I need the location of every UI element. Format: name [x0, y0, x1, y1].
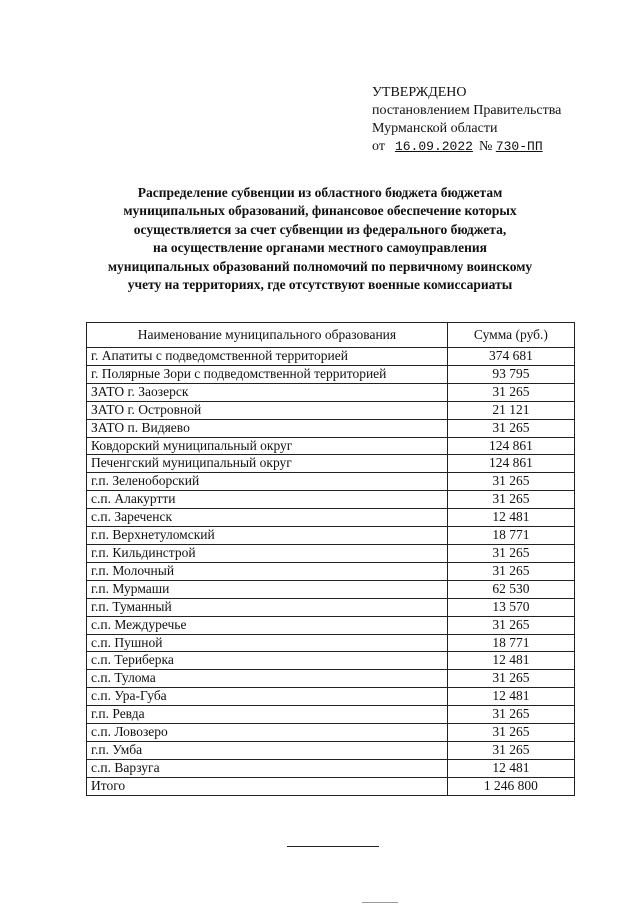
municipality-name: с.п. Алакуртти — [87, 491, 448, 509]
municipality-name: г.п. Кильдинстрой — [87, 544, 448, 562]
table-row — [87, 759, 575, 777]
subvention-sum: 124 861 — [447, 437, 574, 455]
title-line: на осуществление органами местного самоуправления — [153, 240, 487, 256]
decree-number: 730-ПП — [495, 139, 543, 154]
table-row — [87, 383, 575, 401]
table-row — [87, 724, 575, 742]
table-row — [87, 544, 575, 562]
subvention-sum: 31 265 — [447, 562, 574, 580]
municipality-name: г.п. Туманный — [87, 598, 448, 616]
municipality-name: г.п. Мурмаши — [87, 580, 448, 598]
table-header-row — [87, 323, 575, 348]
municipality-name: ЗАТО п. Видяево — [87, 419, 448, 437]
table-row — [87, 688, 575, 706]
subvention-sum: 12 481 — [447, 688, 574, 706]
number-prefix: № — [478, 139, 493, 154]
table-row — [87, 777, 575, 795]
table-row — [87, 437, 575, 455]
subvention-sum: 124 861 — [447, 455, 574, 473]
municipality-name: с.п. Пушной — [87, 634, 448, 652]
subvention-sum: 31 265 — [447, 670, 574, 688]
municipality-name: с.п. Ловозеро — [87, 724, 448, 742]
table-row — [87, 652, 575, 670]
approval-line-1: постановлением Правительства — [372, 103, 562, 118]
subvention-sum: 31 265 — [447, 419, 574, 437]
subvention-sum: 31 265 — [447, 741, 574, 759]
municipality-name: ЗАТО г. Островной — [87, 401, 448, 419]
title-line: осуществляется за счет субвенции из федерального бюджета, — [133, 221, 507, 237]
table-row — [87, 365, 575, 383]
subvention-sum: 374 681 — [447, 348, 574, 366]
table-row — [87, 348, 575, 366]
municipality-name: с.п. Варзуга — [87, 759, 448, 777]
table-row — [87, 491, 575, 509]
subvention-sum: 12 481 — [447, 759, 574, 777]
subvention-sum: 93 795 — [447, 365, 574, 383]
document-title — [60, 184, 580, 294]
closing-rule — [287, 846, 379, 847]
municipality-name: с.п. Тулома — [87, 670, 448, 688]
subvention-sum: 21 121 — [447, 401, 574, 419]
table-row — [87, 598, 575, 616]
table-row — [87, 562, 575, 580]
title-line: Распределение субвенции из областного бюджета бюджетам — [137, 185, 503, 200]
municipality-name: с.п. Териберка — [87, 652, 448, 670]
decree-date: 16.09.2022 — [394, 139, 473, 154]
header-name: Наименование муниципального образования — [87, 323, 448, 348]
municipality-name: Печенгский муниципальный округ — [87, 455, 448, 473]
municipality-name: г.п. Верхнетуломский — [87, 527, 448, 545]
subvention-sum: 18 771 — [447, 527, 574, 545]
subvention-sum: 31 265 — [447, 473, 574, 491]
table-row — [87, 509, 575, 527]
subvention-sum: 13 570 — [447, 598, 574, 616]
table-row — [87, 473, 575, 491]
subvention-sum: 31 265 — [447, 544, 574, 562]
municipality-name: Ковдорский муниципальный округ — [87, 437, 448, 455]
date-prefix: от — [372, 139, 385, 154]
subvention-sum: 31 265 — [447, 616, 574, 634]
municipality-name: ЗАТО г. Заозерск — [87, 383, 448, 401]
table-row — [87, 741, 575, 759]
header-sum: Сумма (руб.) — [447, 323, 574, 348]
municipality-name: г.п. Умба — [87, 741, 448, 759]
municipality-name: г.п. Ревда — [87, 706, 448, 724]
municipality-name: с.п. Междуречье — [87, 616, 448, 634]
table-row — [87, 634, 575, 652]
approval-heading: УТВЕРЖДЕНО — [372, 85, 467, 100]
subvention-sum: 31 265 — [447, 724, 574, 742]
title-line: муниципальных образований, финансовое обеспечение которых — [123, 203, 517, 219]
municipality-name: г. Апатиты с подведомственной территорией — [87, 348, 448, 366]
subvention-sum: 12 481 — [447, 509, 574, 527]
subvention-sum: 1 246 800 — [447, 777, 574, 795]
approval-date-line — [372, 138, 622, 156]
table-row — [87, 616, 575, 634]
title-line: муниципальных образований полномочий по первичному воинскому — [107, 258, 533, 274]
approval-stamp — [372, 84, 622, 156]
subvention-sum: 62 530 — [447, 580, 574, 598]
subvention-sum: 12 481 — [447, 652, 574, 670]
subvention-sum: 31 265 — [447, 383, 574, 401]
table-row — [87, 455, 575, 473]
municipality-name: с.п. Зареченск — [87, 509, 448, 527]
table-row — [87, 527, 575, 545]
table-row — [87, 419, 575, 437]
municipality-name: г.п. Зеленоборский — [87, 473, 448, 491]
municipality-name: г. Полярные Зори с подведомственной территорией — [87, 365, 448, 383]
table-row — [87, 401, 575, 419]
distribution-table — [86, 322, 575, 796]
municipality-name: Итого — [87, 777, 448, 795]
table-row — [87, 706, 575, 724]
municipality-name: с.п. Ура-Губа — [87, 688, 448, 706]
municipality-name: г.п. Молочный — [87, 562, 448, 580]
page-bottom-mark — [362, 902, 398, 903]
subvention-sum: 31 265 — [447, 706, 574, 724]
table-row — [87, 580, 575, 598]
approval-line-2: Мурманской области — [372, 121, 498, 136]
table-row — [87, 670, 575, 688]
subvention-sum: 31 265 — [447, 491, 574, 509]
subvention-sum: 18 771 — [447, 634, 574, 652]
title-line: учету на территориях, где отсутствуют военные комиссариаты — [127, 277, 513, 293]
